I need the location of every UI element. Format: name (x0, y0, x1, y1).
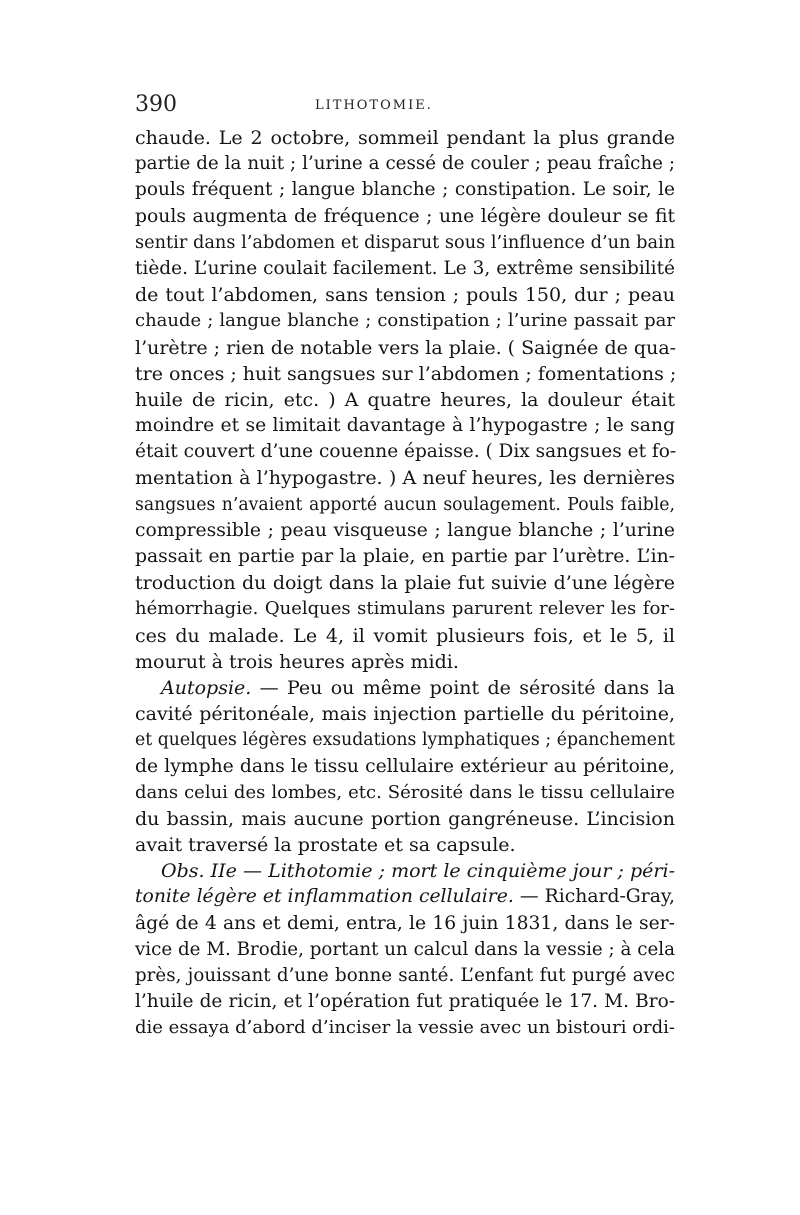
text-line: et quelques légères exsudations lymphatiques ; épanchement (135, 730, 675, 751)
text-line: moindre et se limitait davantage à l’hypogastre ; le sang (135, 415, 675, 437)
autopsie-text: — Peu ou même point de sérosité dans la (251, 676, 675, 699)
text-line: tre onces ; huit sangsues sur l’abdomen ; fomentations ; (135, 362, 677, 385)
text-line: cavité péritonéale, mais injection partielle du péritoine, (135, 703, 675, 726)
text-line: de tout l’abdomen, sans tension ; pouls 150, dur ; peau (135, 284, 675, 307)
text-line: du bassin, mais aucune portion gangréneuse. L’incision (135, 807, 675, 830)
observation-label: Obs. IIe (161, 860, 237, 883)
observation-title-cont: tonite légère et inflammation cellulaire. (135, 886, 514, 908)
text-line: dans celui des lombes, etc. Sérosité dans le tissu cellulaire (135, 781, 675, 803)
text-line: était couvert d’une couenne épaisse. ( Dix sangsues et fo- (135, 441, 677, 463)
text-line: huile de ricin, etc. ) A quatre heures, la douleur était (135, 388, 675, 411)
text-line: âgé de 4 ans et demi, entra, le 16 juin 1831, dans le ser- (135, 912, 675, 934)
autopsie-label: Autopsie. (161, 676, 252, 699)
text-line: l’huile de ricin, et l’opération fut pratiquée le 17. M. Bro- (135, 991, 675, 1013)
observation-heading-cont (135, 884, 675, 910)
text-line: passait en partie par la plaie, en partie par l’urètre. L’in- (135, 546, 675, 567)
observation-heading (135, 858, 675, 884)
text-line: hémorrhagie. Quelques stimulans parurent relever les for- (135, 598, 675, 620)
autopsie-paragraph-start (135, 675, 675, 701)
text-line: vice de M. Brodie, portant un calcul dans la vessie ; à cela (135, 938, 675, 960)
text-line: sangsues n’avaient apporté aucun soulagement. Pouls faible, (135, 494, 675, 515)
text-line: mentation à l’hypogastre. ) A neuf heures, les dernières (135, 467, 675, 490)
text-line: pouls augmenta de fréquence ; une légère douleur se fit (135, 205, 675, 227)
text-line: pouls fréquent ; langue blanche ; constipation. Le soir, le (135, 179, 675, 201)
page-number: 390 (135, 92, 177, 117)
text-line: près, jouissant d’une bonne santé. L’enfant fut purgé avec (135, 965, 675, 986)
text-line: l’urètre ; rien de notable vers la plaie. ( Saignée de qua- (135, 336, 677, 359)
text-line: de lymphe dans le tissu cellulaire extérieur au péritoine, (135, 755, 675, 777)
page-header (135, 92, 670, 122)
text-line: chaude ; langue blanche ; constipation ; l’urine passait par (135, 310, 675, 332)
text-line: partie de la nuit ; l’urine a cessé de couler ; peau fraîche ; (135, 153, 675, 175)
text-line: mourut à trois heures après midi. (135, 650, 459, 673)
body-text (135, 125, 675, 1042)
text-line: troduction du doigt dans la plaie fut suivie d’une légère (135, 572, 675, 595)
running-head: LITHOTOMIE. (315, 98, 433, 113)
observation-title: — Lithotomie ; mort le cinquième jour ; péri- (236, 860, 676, 883)
text-line: ces du malade. Le 4, il vomit plusieurs fois, et le 5, il (135, 624, 675, 647)
text-line: sentir dans l’abdomen et disparut sous l’influence d’un bain (135, 232, 676, 253)
text-line: avait traversé la prostate et sa capsule. (135, 834, 516, 857)
observation-text: — Richard-Gray, (513, 886, 675, 908)
text-line: chaude. Le 2 octobre, sommeil pendant la plus grande (135, 127, 675, 149)
text-line: die essaya d’abord d’inciser la vessie avec un bistouri ordi- (135, 1017, 675, 1039)
text-line: compressible ; peau visqueuse ; langue blanche ; l’urine (135, 519, 675, 541)
text-line: tiède. L’urine coulait facilement. Le 3, extrême sensibilité (135, 257, 675, 279)
